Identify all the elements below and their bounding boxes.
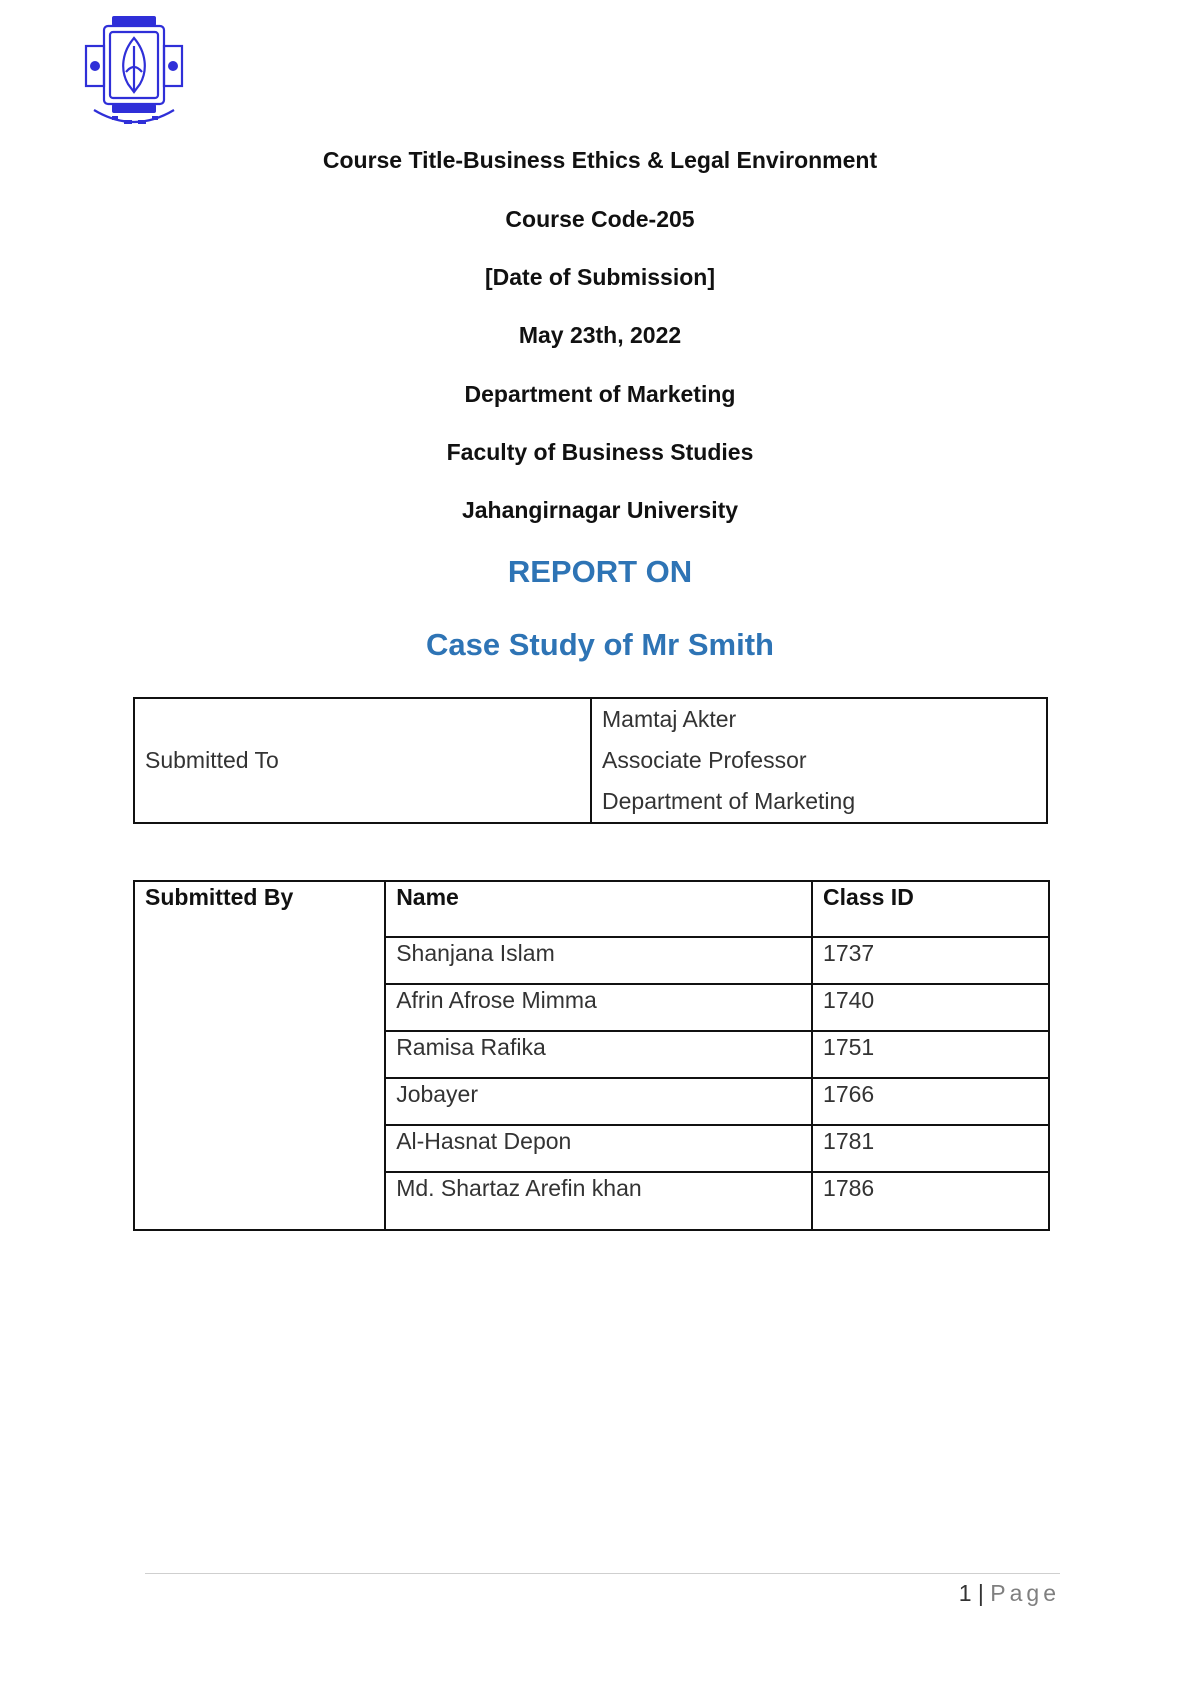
member-class-id: 1737 [812, 937, 1049, 984]
submission-date: May 23th, 2022 [518, 322, 682, 348]
submitted-to-table [133, 697, 1048, 824]
page-number [959, 1580, 1060, 1607]
university-seal-icon [82, 12, 186, 132]
member-name: Shanjana Islam [385, 937, 812, 984]
footer-divider [145, 1573, 1060, 1574]
supervisor-name: Mamtaj Akter [602, 706, 737, 732]
course-title: Course Title-Business Ethics & Legal Environment [322, 147, 878, 173]
department-name: Department of Marketing [464, 381, 736, 407]
supervisor-designation: Associate Professor [602, 747, 807, 773]
member-class-id: 1766 [812, 1078, 1049, 1125]
member-class-id: 1786 [812, 1172, 1049, 1230]
supervisor-department: Department of Marketing [602, 788, 856, 814]
member-name: Md. Shartaz Arefin khan [385, 1172, 812, 1230]
page-word: Page [990, 1580, 1060, 1606]
report-on-heading: REPORT ON [507, 554, 693, 589]
supervisor-details [591, 698, 1047, 823]
member-name: Jobayer [385, 1078, 812, 1125]
submitted-to-label: Submitted To [134, 698, 591, 823]
member-class-id: 1781 [812, 1125, 1049, 1172]
class-id-column-header: Class ID [812, 881, 1049, 937]
member-name: Al-Hasnat Depon [385, 1125, 812, 1172]
member-name: Ramisa Rafika [385, 1031, 812, 1078]
member-class-id: 1751 [812, 1031, 1049, 1078]
page-number-separator: | [977, 1580, 984, 1606]
member-class-id: 1740 [812, 984, 1049, 1031]
report-title: Case Study of Mr Smith [426, 627, 774, 662]
member-name: Afrin Afrose Mimma [385, 984, 812, 1031]
name-column-header: Name [385, 881, 812, 937]
submitted-by-table [133, 880, 1050, 1231]
university-name: Jahangirnagar University [461, 497, 739, 523]
submitted-by-label: Submitted By [134, 881, 385, 1230]
course-code: Course Code-205 [505, 206, 695, 232]
faculty-name: Faculty of Business Studies [446, 439, 754, 465]
page-number-value: 1 [958, 1580, 972, 1606]
date-label: [Date of Submission] [484, 264, 715, 290]
